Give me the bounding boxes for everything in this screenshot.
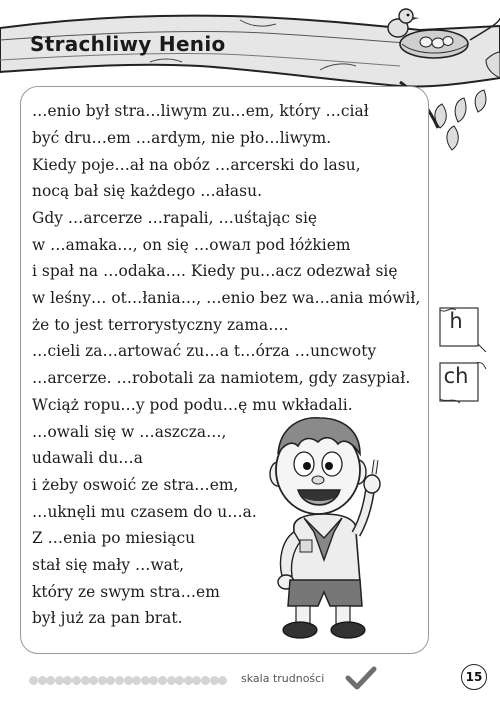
difficulty-dot [72,676,81,685]
difficulty-dot [175,676,184,685]
story-line: …cieli za…artować zu…a t…órza …uncwoty [32,342,377,360]
letter-card-label: ch [443,364,469,388]
difficulty-dot [46,676,55,685]
letter-card-h-label-wrap [436,304,490,354]
story-line: i żeby oswoić ze stra…em, [32,476,239,494]
story-line: Wciąż ropu…y pod podu…ę mu wkładali. [32,396,353,414]
story-line: udawali du…a [32,449,143,467]
difficulty-dot [201,676,210,685]
page-title: Strachliwy Henio [30,32,226,56]
difficulty-label: skala trudności [241,672,325,685]
difficulty-dot [158,676,167,685]
difficulty-dot [132,676,141,685]
letter-card-ch-label-wrap [436,359,490,409]
story-line: …owali się w …aszcza…, [32,423,227,441]
boy-scout-illustration [262,410,392,645]
story-line: być dru…em …ardym, nie pło…liwym. [32,129,332,147]
difficulty-dot [218,676,227,685]
story-line: w …amaka…, on się …owал pod łóżkiem [32,236,351,254]
story-line: że to jest terrorystyczny zama…. [32,316,289,334]
difficulty-dot [29,676,38,685]
story-line: Kiedy poje…ał na obóz …arcerski do lasu, [32,156,361,174]
story-line: Gdy …arcerze …rapali, …uśtając się [32,209,318,227]
story-line: który ze swym stra…em [32,583,220,601]
story-line: nocą bał się każdego …ałasu. [32,182,263,200]
story-line: stał się mały …wat, [32,556,185,574]
story-line: w leśny… ot…łania…, …enio bez wa…ania mówił, [32,289,421,307]
story-line: i spał na …odaka…. Kiedy pu…acz odezwał się [32,262,398,280]
story-line: Z …enia po miesiącu [32,529,196,547]
difficulty-dot [115,676,124,685]
story-line: …uknęli mu czasem do u…a. [32,503,257,521]
story-line: był już za pan brat. [32,609,183,627]
story-line: …arcerze. …robotali za namiotem, gdy zasypiał. [32,369,411,387]
page-number: 15 [461,664,487,690]
letter-card-label: h [449,309,463,333]
story-line: …enio był stra…liwym zu…em, który …ciał [32,102,369,120]
checkmark-icon [345,665,377,691]
difficulty-dot [89,676,98,685]
